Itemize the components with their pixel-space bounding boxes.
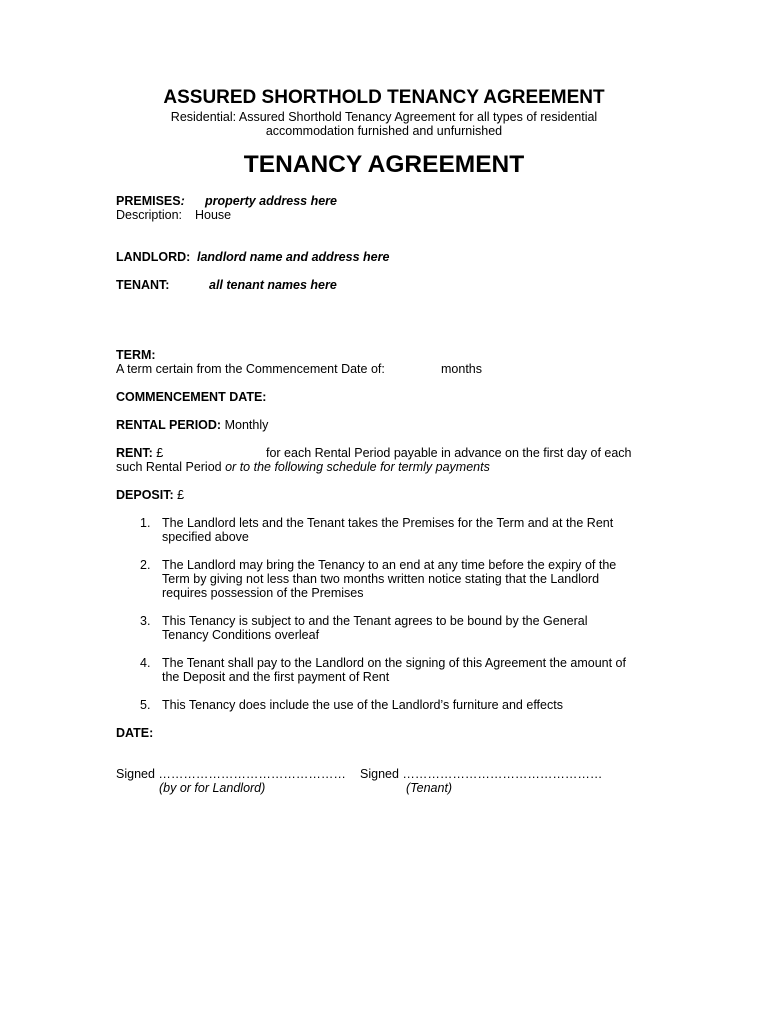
tenant-signature-caption: (Tenant) [406, 781, 453, 795]
agreement-heading: TENANCY AGREEMENT [243, 151, 525, 178]
clause-1-line-1: The Landlord lets and the Tenant takes the Premises for the Term and at the Rent [162, 516, 614, 530]
rent-text-2-italic: or to the following schedule for termly payments [225, 460, 490, 474]
rent-currency: £ [156, 446, 164, 460]
clause-4-line-2: the Deposit and the first payment of Rent [162, 670, 390, 684]
rent-text-1: for each Rental Period payable in advance on the first day of each [266, 446, 632, 460]
rent-text-2: such Rental Period [116, 460, 222, 474]
clause-3-line-1: This Tenancy is subject to and the Tenant agrees to be bound by the General [162, 614, 588, 628]
clause-4-number: 4. [140, 656, 151, 670]
date-label: DATE: [116, 726, 154, 740]
rental-period-row [116, 418, 268, 432]
subtitle-line-2: accommodation furnished and unfurnished [265, 124, 503, 138]
tenant-signature-line: Signed ………………………………………… [360, 767, 603, 781]
clause-5-number: 5. [140, 698, 151, 712]
clause-5-line-1: This Tenancy does include the use of the Landlord’s furniture and effects [162, 698, 563, 712]
deposit-row [116, 488, 184, 502]
clause-3-number: 3. [140, 614, 151, 628]
clause-2-line-1: The Landlord may bring the Tenancy to an end at any time before the expiry of the [162, 558, 617, 572]
clause-2-number: 2. [140, 558, 151, 572]
description-label: Description: [116, 208, 182, 222]
rent-row [116, 446, 163, 460]
landlord-signature-caption: (by or for Landlord) [159, 781, 266, 795]
clause-2-line-3: requires possession of the Premises [162, 586, 364, 600]
term-text: A term certain from the Commencement Date of: [116, 362, 385, 376]
commencement-label: COMMENCEMENT DATE: [116, 390, 267, 404]
clause-1-number: 1. [140, 516, 151, 530]
landlord-signature-line: Signed ……………………………………… [116, 767, 346, 781]
rental-period-value: Monthly [224, 418, 269, 432]
document-title: ASSURED SHORTHOLD TENANCY AGREEMENT [163, 87, 605, 108]
landlord-label: LANDLORD: [116, 250, 191, 264]
clause-2-line-2: Term by giving not less than two months written notice stating that the Landlord [162, 572, 600, 586]
premises-label: PREMISES [116, 194, 181, 208]
rental-period-label: RENTAL PERIOD: [116, 418, 222, 432]
tenant-label: TENANT: [116, 278, 170, 292]
subtitle-line-1: Residential: Assured Shorthold Tenancy Agreement for all types of residential [170, 110, 598, 124]
rent-label: RENT: [116, 446, 153, 460]
premises-row [116, 194, 185, 208]
clause-3-line-2: Tenancy Conditions overleaf [162, 628, 320, 642]
premises-colon: : [180, 194, 185, 208]
clause-4-line-1: The Tenant shall pay to the Landlord on the signing of this Agreement the amount of [162, 656, 626, 670]
landlord-value: landlord name and address here [197, 250, 390, 264]
description-value: House [195, 208, 232, 222]
term-label: TERM: [116, 348, 156, 362]
rent-text-2-row [116, 460, 490, 474]
deposit-label: DEPOSIT: [116, 488, 174, 502]
premises-value: property address here [205, 194, 337, 208]
deposit-currency: £ [177, 488, 185, 502]
clause-1-line-2: specified above [162, 530, 249, 544]
tenant-value: all tenant names here [209, 278, 337, 292]
term-unit: months [441, 362, 482, 376]
